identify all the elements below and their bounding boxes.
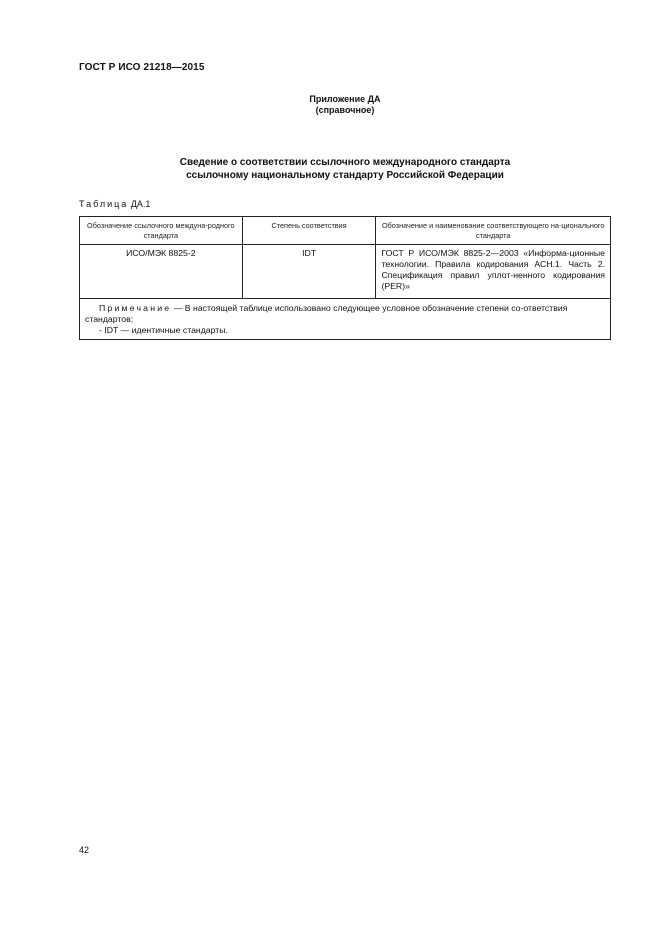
annex-heading — [79, 94, 611, 116]
correspondence-table — [79, 216, 611, 340]
note-item: - IDT — идентичные стандарты. — [99, 325, 228, 335]
table-note-row — [80, 299, 611, 340]
cell-degree-of-correspondence: IDT — [242, 245, 376, 299]
annex-subtitle: (справочное) — [315, 105, 375, 115]
column-header-international: Обозначение ссылочного междуна-родного стандарта — [80, 217, 243, 245]
note-text-block — [85, 303, 605, 325]
annex-title: Приложение ДА — [309, 94, 381, 104]
note-text: — В настоящей таблице использовано следующее условное обозначение степени со-ответствия стандартов: — [85, 303, 568, 324]
table-caption-word: Таблица — [79, 199, 129, 209]
section-title-line-2: ссылочному национальному стандарту Российской Федерации — [186, 170, 504, 181]
page-number: 42 — [79, 845, 90, 855]
table-caption-number: ДА.1 — [130, 199, 151, 209]
cell-national-standard: ГОСТ Р ИСО/МЭК 8825-2—2003 «Информа-ционные технологии. Правила кодирования АСН.1. Часть 2. Спецификация правил уплот-ненного кодирования (PER)» — [376, 245, 611, 299]
section-title — [79, 156, 611, 182]
table-note — [80, 299, 611, 340]
table-caption — [79, 199, 150, 209]
column-header-degree: Степень соответствия — [242, 217, 376, 245]
column-header-national: Обозначение и наименование соответствующего на-ционального стандарта — [376, 217, 611, 245]
table-header-row — [80, 217, 611, 245]
note-label: Примечание — [99, 303, 172, 313]
table-row — [80, 245, 611, 299]
section-title-line-1: Сведение о соответствии ссылочного международного стандарта — [179, 157, 511, 168]
document-code: ГОСТ Р ИСО 21218—2015 — [79, 62, 205, 73]
cell-international-standard: ИСО/МЭК 8825-2 — [80, 245, 243, 299]
